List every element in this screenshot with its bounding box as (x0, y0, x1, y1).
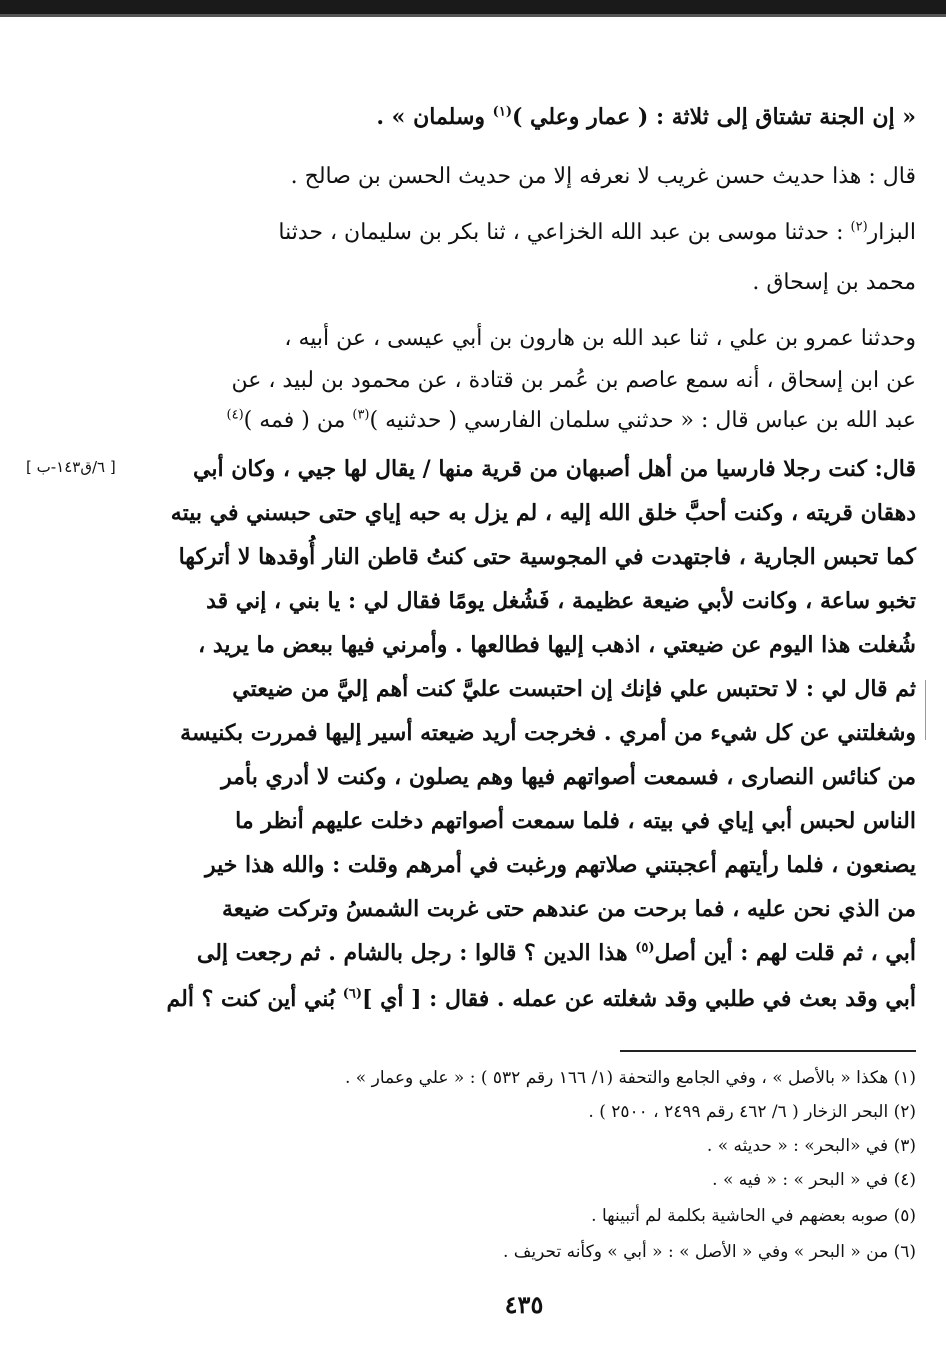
scan-border-shadow (0, 14, 946, 17)
page-number: ٤٣٥ (504, 1290, 544, 1319)
text-line: أبي ، ثم قلت لهم : أين أصل$^{(٥)}$ هذا الدين ؟ قالوا : رجل بالشام . ثم رجعت إلى (196, 940, 916, 966)
text-line: قال: كنت رجلا فارسيا من أهل أصبهان من قرية منها / يقال لها جيي ، وكان أبي (193, 456, 916, 482)
footnote: (٥) صوبه بعضهم في الحاشية بكلمة لم أتبينها . (591, 1206, 916, 1226)
footnote: (٢) البحر الزخار ( ٦/ ٤٦٢ رقم ٢٤٩٩ ، ٢٥٠٠ ) . (588, 1102, 916, 1122)
text-line: ثم قال لي : لا تحتبس علي فإنك إن احتبست عليَّ كنت أهم إليَّ من ضيعتي (232, 676, 916, 702)
text-line: « إن الجنة تشتاق إلى ثلاثة : ( عمار وعلي )$^{(١)}$ وسلمان » . (376, 104, 916, 130)
text-line: البزار$^{(٢)}$ : حدثنا موسى بن عبد الله الخزاعي ، ثنا بكر بن سليمان ، حدثنا (278, 219, 916, 245)
text-line: قال : هذا حديث حسن غريب لا نعرفه إلا من حديث الحسن بن صالح . (290, 164, 916, 189)
text-line: وشغلتني عن كل شيء من أمري . فخرجت أريد ضيعته أسير إليها فمررت بكنيسة (180, 720, 916, 746)
footnote: (٣) في «البحر» : « حديثه » . (706, 1136, 916, 1156)
footnote: (٤) في « البحر » : « فيه » . (712, 1170, 916, 1190)
footnote: (١) هكذا « بالأصل » ، وفي الجامع والتحفة (١/ ١٦٦ رقم ٥٣٢ ) : « علي وعمار » . (345, 1068, 916, 1088)
footnote-separator (620, 1050, 916, 1052)
text-line: من الذي نحن عليه ، فما برحت من عندهم حتى غربت الشمسُ وتركت ضيعة (221, 896, 916, 922)
text-line: كما تحبس الجارية ، فاجتهدت في المجوسية حتى كنتُ قاطن النار أُوقدها لا أتركها (178, 544, 916, 570)
text-line: وحدثنا عمرو بن علي ، ثنا عبد الله بن هارون بن أبي عيسى ، عن أبيه ، (284, 326, 916, 351)
text-line: عبد الله بن عباس قال : « حدثني سلمان الفارسي ( حدثنيه )$^{(٣)}$ من ( فمه )$^{(٤)}$ (226, 407, 916, 433)
text-line: محمد بن إسحاق . (752, 270, 916, 295)
margin-reference: [ ٦/ق١٤٣-ب ] (26, 458, 116, 476)
footnote: (٦) من « البحر » وفي « الأصل » : « أبي » وكأنه تحريف . (502, 1242, 916, 1262)
text-line: عن ابن إسحاق ، أنه سمع عاصم بن عُمر بن قتادة ، عن محمود بن لبيد ، عن (231, 368, 916, 393)
text-line: دهقان قريته ، وكنت أحبَّ خلق الله إليه ، لم يزل به حبه إياي حتى حبسني في بيته (170, 500, 916, 526)
text-line: من كنائس النصارى ، فسمعت أصواتهم فيها وهم يصلون ، وكنت لا أدري بأمر (221, 764, 916, 790)
text-line: تخبو ساعة ، وكانت لأبي ضيعة عظيمة ، فَشُغل يومًا فقال لي : يا بني ، إني قد (206, 588, 916, 614)
text-line: أبي وقد بعث في طلبي وقد شغلته عن عمله . فقال : [ أي ]$^{(٦)}$ بُني أين كنت ؟ ألم (166, 986, 916, 1012)
text-line: شُغلت هذا اليوم عن ضيعتي ، اذهب إليها فطالعها . وأمرني فيها ببعض ما يريد ، (198, 632, 916, 658)
text-line: الناس لحبس أبي إياي في بيته ، فلما سمعت أصواتهم دخلت عليهم أنظر ما (235, 808, 916, 834)
scan-artifact (925, 680, 926, 740)
text-line: يصنعون ، فلما رأيتهم أعجبتني صلاتهم ورغبت في أمرهم وقلت : والله هذا خير (205, 852, 916, 878)
scan-border (0, 0, 946, 14)
